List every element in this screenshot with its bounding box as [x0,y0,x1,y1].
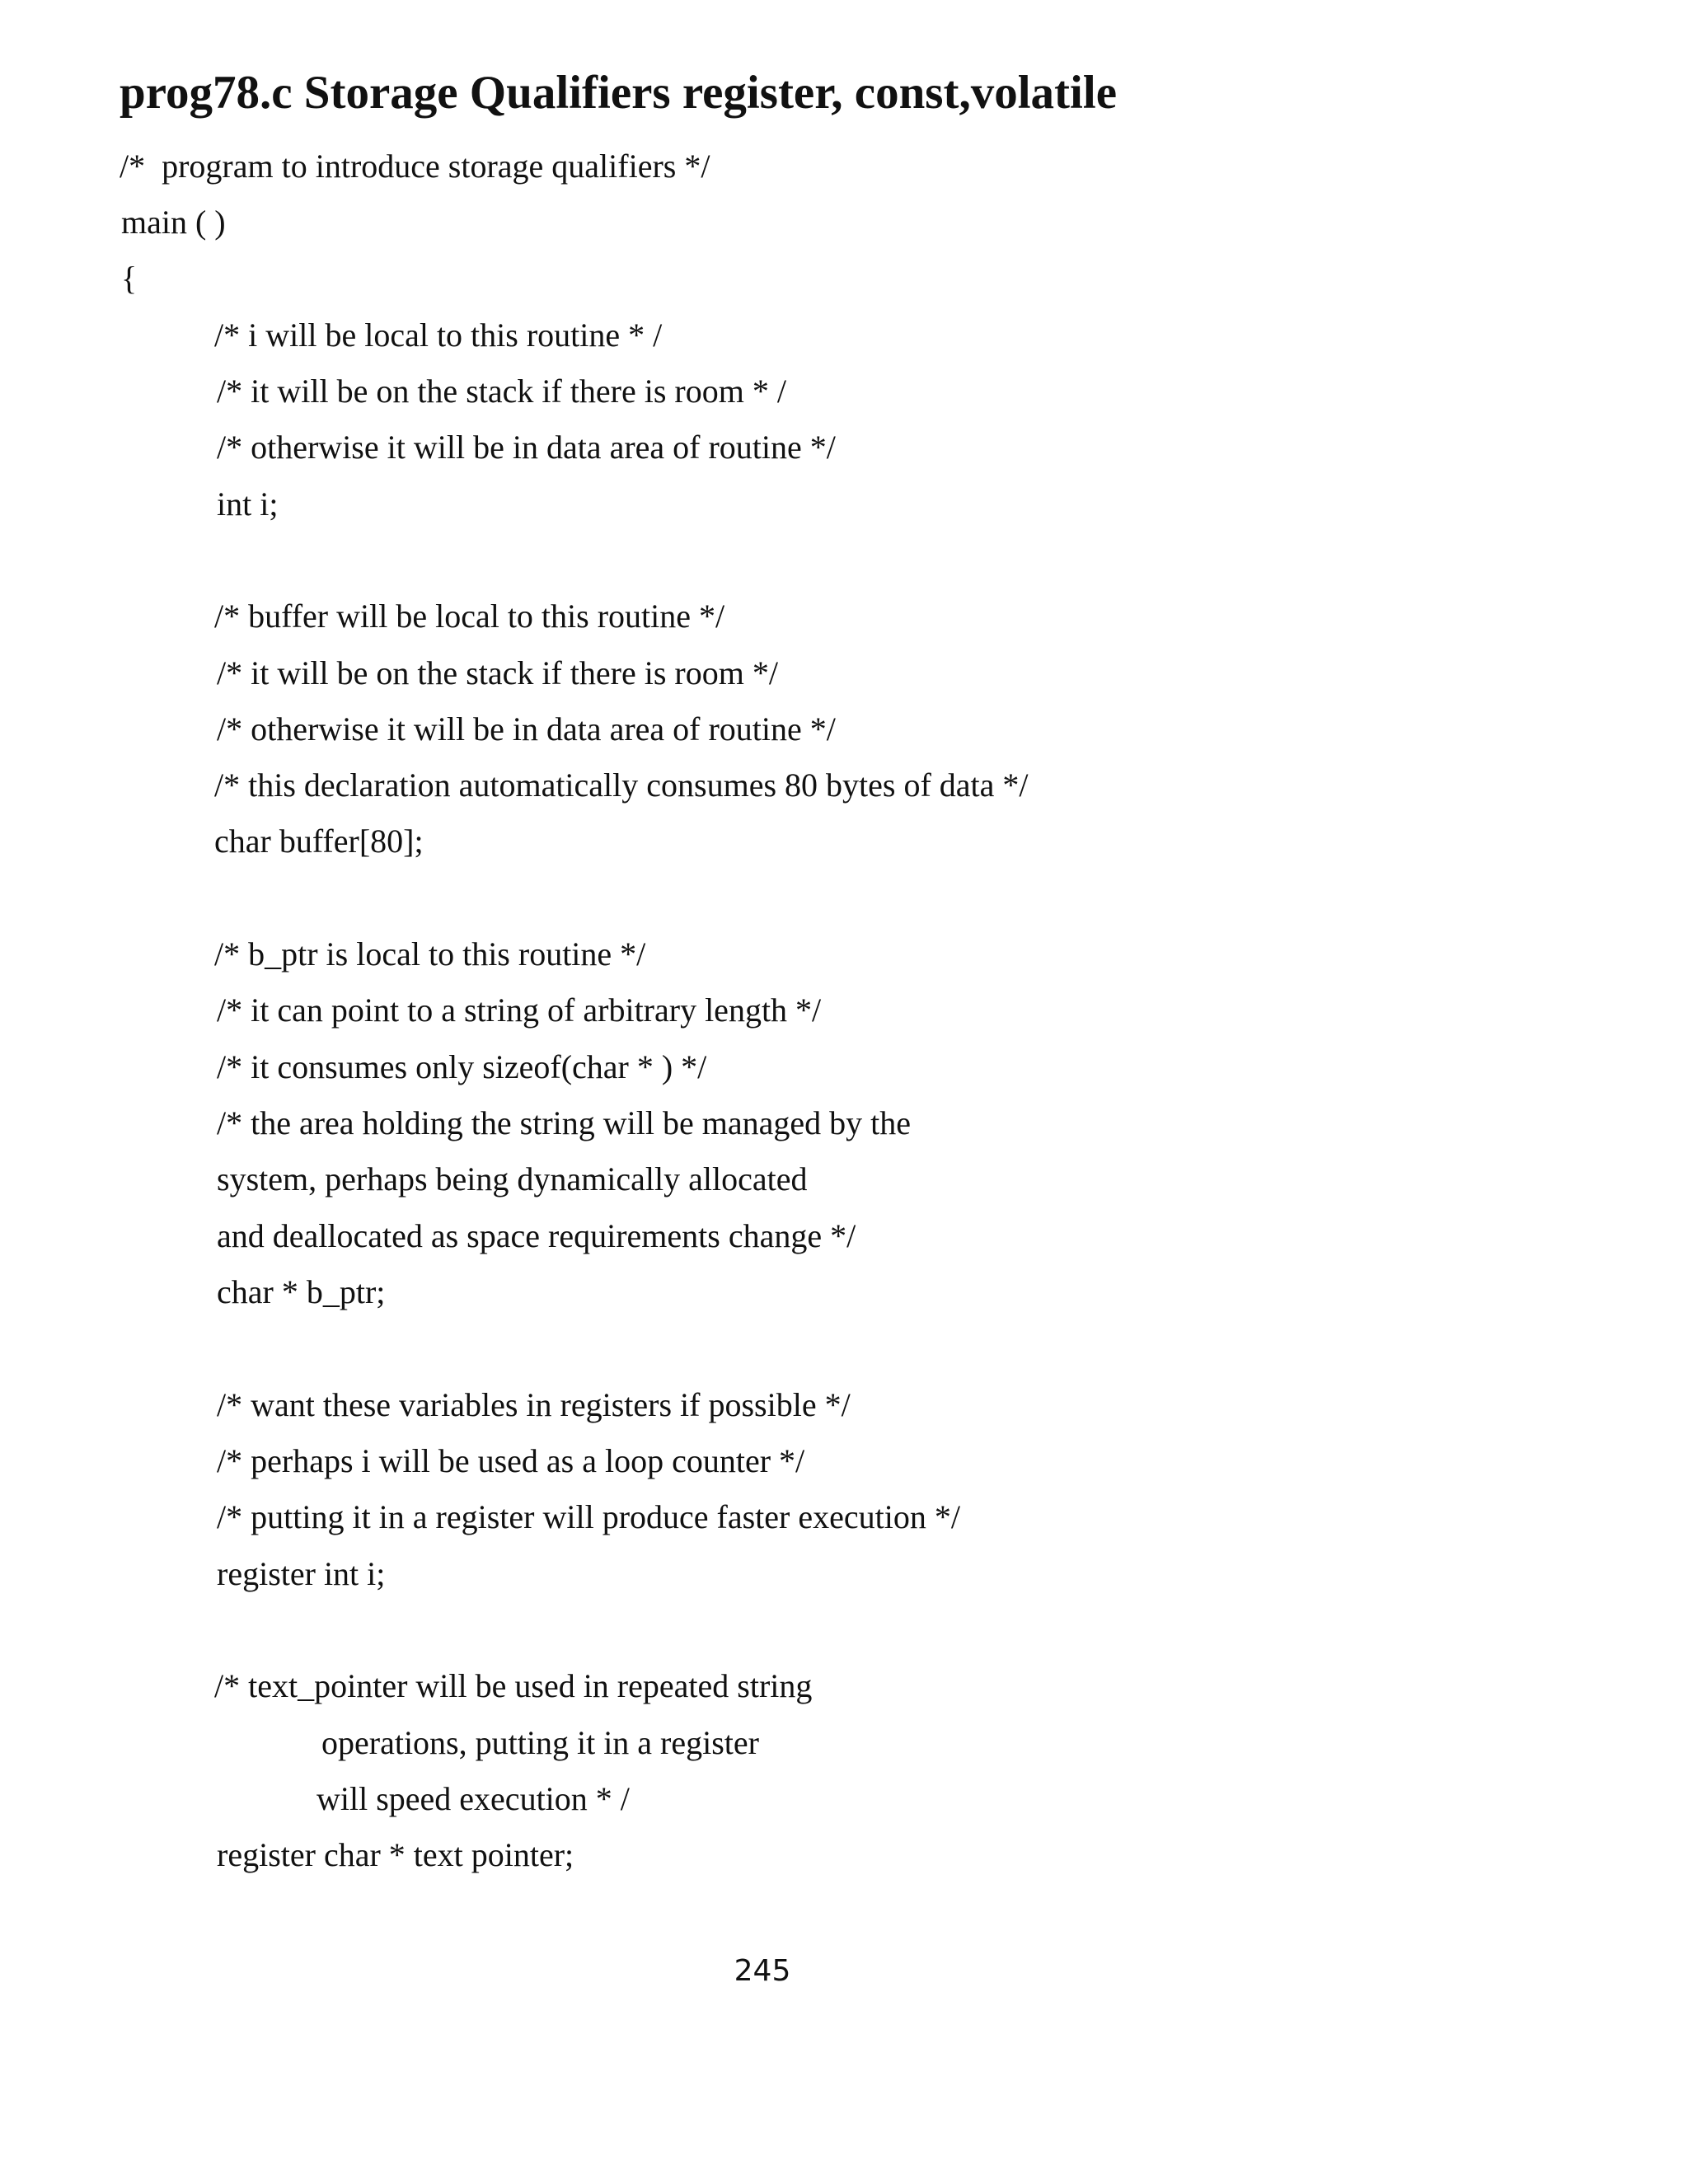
code-line: /* it will be on the stack if there is room * / [217,373,786,410]
code-line: /* i will be local to this routine * / [214,316,663,354]
code-line: main ( ) [121,204,226,241]
code-line: int i; [217,485,279,523]
code-line: /* this declaration automatically consumes 80 bytes of data */ [214,766,1029,804]
code-line: /* program to introduce storage qualifiers */ [120,148,710,185]
page-title: prog78.c Storage Qualifiers register, const,volatile [120,67,1117,119]
code-line: system, perhaps being dynamically allocated [217,1160,808,1197]
code-line: /* it can point to a string of arbitrary length */ [217,991,822,1029]
code-line: and deallocated as space requirements change */ [217,1217,856,1254]
code-line: /* b_ptr is local to this routine */ [214,935,646,972]
code-line: char * b_ptr; [217,1273,386,1310]
code-line: /* otherwise it will be in data area of routine */ [217,710,836,748]
code-line: operations, putting it in a register [321,1724,759,1761]
code-line: /* want these variables in registers if possible */ [217,1386,851,1423]
page-number: 245 [734,1954,791,1988]
code-line: will speed execution * / [316,1780,630,1817]
code-line: /* buffer will be local to this routine */ [214,598,725,635]
code-line: /* putting it in a register will produce faster execution */ [217,1498,960,1535]
code-line: /* it will be on the stack if there is room */ [217,654,778,691]
code-line: /* text_pointer will be used in repeated string [214,1667,813,1704]
code-line: { [121,260,138,297]
code-line: register int i; [217,1555,386,1592]
code-line: /* it consumes only sizeof(char * ) */ [217,1048,707,1085]
code-line: /* perhaps i will be used as a loop counter */ [217,1442,805,1479]
code-line: /* otherwise it will be in data area of routine */ [217,429,836,466]
code-line: char buffer[80]; [214,823,424,860]
code-line: /* the area holding the string will be managed by the [217,1104,911,1141]
code-line: register char * text pointer; [217,1836,574,1873]
